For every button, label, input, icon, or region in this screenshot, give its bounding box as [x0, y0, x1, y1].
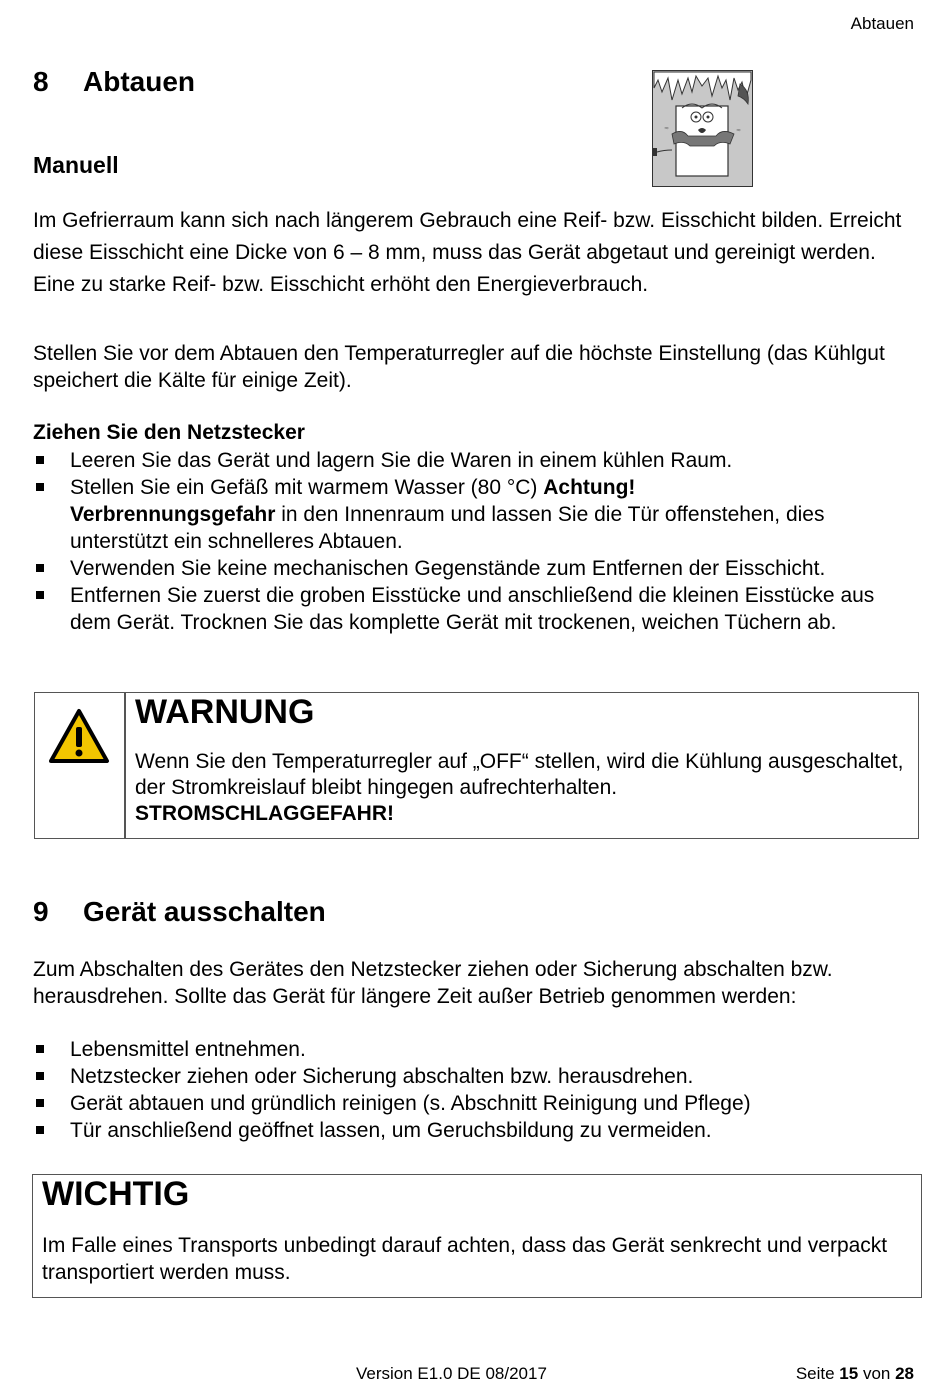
section-title: Abtauen: [83, 66, 195, 97]
warning-triangle-icon: [47, 705, 111, 769]
bullet-square-icon: [36, 456, 44, 464]
bullet-square-icon: [36, 483, 44, 491]
shutdown-paragraph: Zum Abschalten des Gerätes den Netzstecker ziehen oder Sicherung abschalten bzw. herausdrehen. Sollte das Gerät für längere Zeit außer Betrieb genommen werden:: [33, 958, 833, 1008]
bullet-square-icon: [36, 1072, 44, 1080]
bullet-square-icon: [36, 564, 44, 572]
warning-title: WARNUNG: [135, 693, 315, 731]
version-footer: Version E1.0 DE 08/2017: [356, 1364, 547, 1383]
unplug-instruction: Ziehen Sie den Netzstecker: [33, 421, 305, 444]
bullet-square-icon: [36, 591, 44, 599]
list-item: Gerät abtauen und gründlich reinigen (s. Abschnitt Reinigung und Pflege): [33, 1090, 913, 1117]
warning-text: Wenn Sie den Temperaturregler auf „OFF“ stellen, wird die Kühlung ausgeschaltet, der Stromkreislauf bleibt hingegen aufrechterhalten. STROMSCHLAGGEFAHR!: [135, 750, 904, 825]
bullet-square-icon: [36, 1126, 44, 1134]
section-number: 9: [33, 896, 49, 927]
burn-hazard-label: Verbrennungsgefahr: [70, 503, 276, 526]
subsection-heading: Manuell: [33, 152, 119, 178]
list-item: Lebensmittel entnehmen.: [33, 1036, 913, 1063]
shock-hazard-label: STROMSCHLAGGEFAHR!: [135, 802, 394, 825]
important-box: [32, 1174, 922, 1298]
svg-text:≈: ≈: [736, 127, 742, 134]
list-item: Stellen Sie ein Gefäß mit warmem Wasser (80 °C) Achtung! Verbrennungsgefahr in den Innenraum und lassen Sie die Tür offenstehen, dies unterstützt ein schnelleres Abtauen.: [33, 474, 913, 555]
important-title: WICHTIG: [42, 1175, 190, 1213]
page-number: Seite 15 von 28: [795, 1364, 914, 1383]
running-header: Abtauen: [850, 14, 914, 33]
warning-divider: [124, 693, 126, 838]
section-number: 8: [33, 66, 49, 97]
section-9-heading: [33, 896, 326, 928]
section-title: Gerät ausschalten: [83, 896, 326, 927]
total-pages: 28: [895, 1364, 914, 1383]
list-item: Verwenden Sie keine mechanischen Gegenstände zum Entfernen der Eisschicht.: [33, 555, 913, 582]
svg-text:≈: ≈: [664, 125, 670, 132]
bullet-square-icon: [36, 1099, 44, 1107]
list-item: Leeren Sie das Gerät und lagern Sie die Waren in einem kühlen Raum.: [33, 447, 913, 474]
shutdown-steps: [33, 1036, 913, 1144]
bullet-square-icon: [36, 1045, 44, 1053]
list-item: Tür anschließend geöffnet lassen, um Geruchsbildung zu vermeiden.: [33, 1117, 913, 1144]
instruction-paragraph: Stellen Sie vor dem Abtauen den Temperaturregler auf die höchste Einstellung (das Kühlgut speichert die Kälte für einige Zeit).: [33, 342, 885, 392]
section-8-heading: [33, 66, 195, 98]
defrost-steps: [33, 447, 913, 636]
current-page: 15: [839, 1364, 859, 1383]
warning-box: [34, 692, 919, 839]
intro-paragraph: Im Gefrierraum kann sich nach längerem Gebrauch eine Reif- bzw. Eisschicht bilden. Erreicht diese Eisschicht eine Dicke von 6 – 8 mm, muss das Gerät abgetaut und gereinigt werden. Eine zu starke Reif- bzw. Eisschicht erhöht den Energieverbrauch.: [33, 209, 902, 296]
list-item: Netzstecker ziehen oder Sicherung abschalten bzw. herausdrehen.: [33, 1063, 913, 1090]
defrost-illustration: [652, 70, 753, 187]
list-item: Entfernen Sie zuerst die groben Eisstücke und anschließend die kleinen Eisstücke aus dem Gerät. Trocknen Sie das komplette Gerät mit trockenen, weichen Tüchern ab.: [33, 582, 913, 636]
important-text: Im Falle eines Transports unbedingt darauf achten, dass das Gerät senkrecht und verpackt transportiert werden muss.: [42, 1234, 888, 1284]
caution-label: Achtung!: [543, 476, 636, 499]
